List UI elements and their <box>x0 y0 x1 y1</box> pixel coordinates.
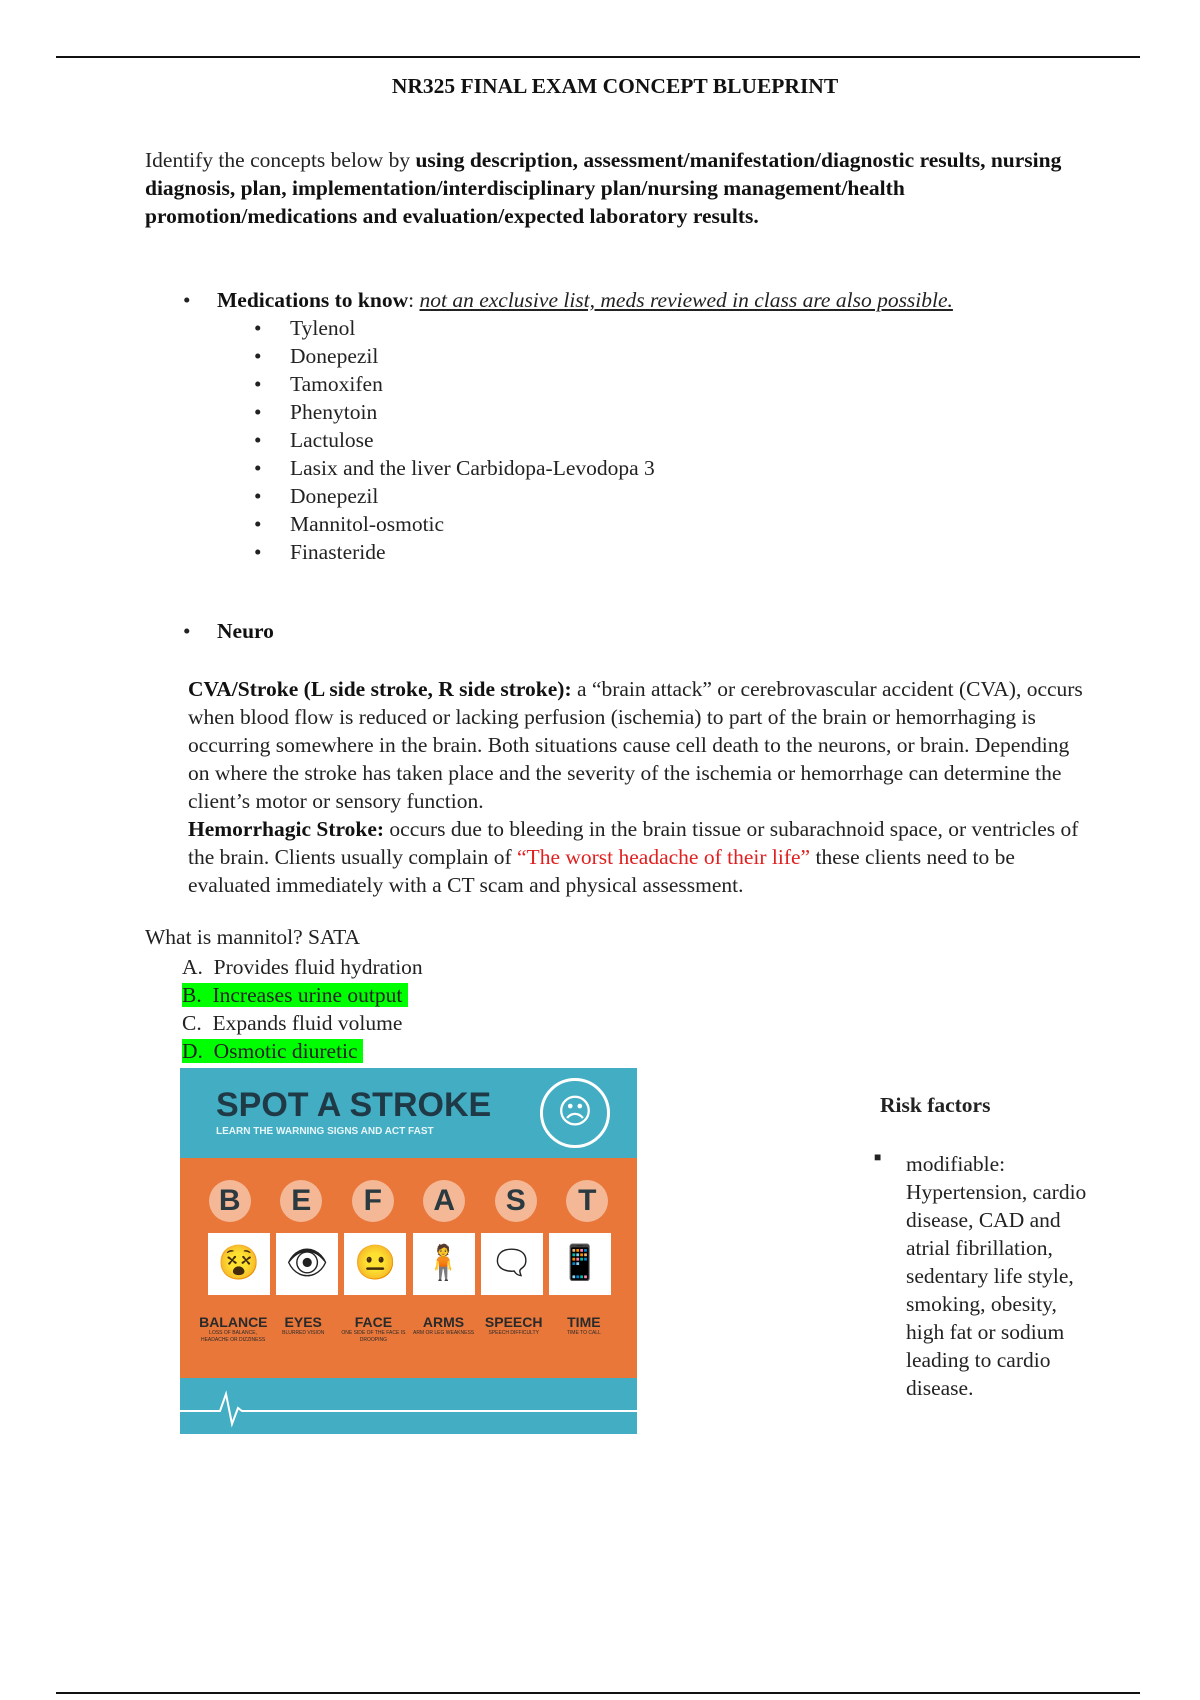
befast-letter: T <box>566 1180 608 1222</box>
bullet-icon: • <box>183 288 191 312</box>
neuro-paragraph <box>188 675 1088 899</box>
bullet-icon: • <box>254 456 262 480</box>
label-detail: TIME TO CALL <box>566 1330 601 1336</box>
hemorrhagic-quote: “The worst headache of their life” <box>517 845 811 869</box>
option-text: Provides fluid hydration <box>213 955 423 979</box>
spot-a-stroke-infographic <box>180 1068 637 1434</box>
intro <box>145 146 1095 230</box>
label-detail: LOSS OF BALANCE, HEADACHE OR DIZZINESS <box>200 1330 266 1343</box>
label-word: TIME <box>567 1314 601 1330</box>
bullet-icon: • <box>254 344 262 368</box>
question-options <box>182 953 428 1065</box>
speech-icon: 🗨 <box>481 1233 543 1295</box>
label-word: EYES <box>284 1314 322 1330</box>
heartbeat-line-icon <box>180 1378 637 1434</box>
square-bullet-icon: ■ <box>874 1150 882 1164</box>
hemorrhagic-tail: these clients need to be evaluated immediately with a CT scam and physical assessment. <box>188 845 1015 897</box>
label-word: SPEECH <box>484 1314 543 1330</box>
option-letter: A. <box>182 955 203 979</box>
befast-label <box>550 1314 618 1344</box>
label-word: FACE <box>354 1314 393 1330</box>
befast-label <box>269 1314 337 1344</box>
befast-icons <box>208 1233 611 1295</box>
bullet-icon: • <box>254 372 262 396</box>
option-text: Increases urine output <box>212 983 403 1007</box>
medication-name: Phenytoin <box>290 400 378 424</box>
option-text: Osmotic diuretic <box>213 1039 358 1063</box>
label-detail: BLURRED VISION <box>282 1330 325 1336</box>
hemorrhagic-text: occurs due to bleeding in the brain tissue or subarachnoid space, or ventricles of the brain. Clients usually complain of <box>188 817 1079 869</box>
befast-label <box>480 1314 548 1344</box>
intro-bold: using description, assessment/manifestation/diagnostic results, nursing diagnosis, plan, implementation/interdisciplinary plan/nursing management/health promotion/medications and evaluation/expected laboratory results. <box>145 148 1062 228</box>
option-letter: B. <box>182 983 202 1007</box>
bullet-icon: • <box>254 484 262 508</box>
medication-name: Tamoxifen <box>290 372 383 396</box>
medication-item <box>254 426 953 454</box>
drooping-face-icon: 😐 <box>344 1233 406 1295</box>
bullet-icon: • <box>254 316 262 340</box>
label-detail: ARM OR LEG WEAKNESS <box>412 1330 475 1336</box>
answer-option <box>182 1037 428 1065</box>
label-word: ARMS <box>422 1314 465 1330</box>
bullet-icon: • <box>254 512 262 536</box>
infographic-header <box>180 1068 637 1158</box>
medication-name: Lasix and the liver Carbidopa-Levodopa 3 <box>290 456 655 480</box>
hemorrhagic-heading: Hemorrhagic Stroke: <box>188 817 385 841</box>
medication-name: Lactulose <box>290 428 374 452</box>
dizzy-face-icon: 😵 <box>208 1233 270 1295</box>
answer-option <box>182 1009 428 1037</box>
befast-labels <box>198 1314 619 1344</box>
bullet-icon: • <box>254 400 262 424</box>
medications-section <box>183 286 953 566</box>
medications-label: Medications to know <box>217 288 409 312</box>
befast-label <box>339 1314 407 1344</box>
bullet-icon: • <box>254 428 262 452</box>
label-word: BALANCE <box>199 1314 268 1330</box>
label-detail: ONE SIDE OF THE FACE IS DROOPING <box>341 1330 406 1343</box>
medications-list <box>254 314 953 566</box>
label-detail: SPEECH DIFFICULTY <box>488 1330 539 1336</box>
answer-option <box>182 981 428 1009</box>
befast-label <box>410 1314 478 1344</box>
medication-item <box>254 538 953 566</box>
befast-label <box>199 1314 267 1344</box>
top-rule <box>56 56 1140 58</box>
question-text: What is mannitol? SATA <box>145 925 361 949</box>
option-text: Expands fluid volume <box>212 1011 403 1035</box>
infographic-title: SPOT A STROKE <box>216 1086 492 1124</box>
cva-text: a “brain attack” or cerebrovascular accident (CVA), occurs when blood flow is reduced or lacking perfusion (ischemia) to part of the brain or hemorrhaging is occurring somewhere in the brain. Both situations cause cell death to the neurons, or brain. Depending on where the stroke has taken place and the severity of the ischemia or hemorrhage can determine the client’s motor or sensory function. <box>188 677 1083 813</box>
arm-weakness-icon: 🧍 <box>413 1233 475 1295</box>
neuro-label: Neuro <box>217 619 274 643</box>
phone-clock-icon: 📱 <box>549 1233 611 1295</box>
option-letter: C. <box>182 1011 202 1035</box>
befast-letter: F <box>352 1180 394 1222</box>
befast-letter: E <box>280 1180 322 1222</box>
medication-item <box>254 510 953 538</box>
risk-factors-title: Risk factors <box>880 1093 991 1117</box>
befast-letter: S <box>495 1180 537 1222</box>
neuro-heading <box>183 619 274 644</box>
medication-name: Finasteride <box>290 540 386 564</box>
bottom-rule <box>56 1692 1140 1694</box>
option-letter: D. <box>182 1039 203 1063</box>
befast-letter: A <box>423 1180 465 1222</box>
medication-item <box>254 398 953 426</box>
intro-plain: Identify the concepts below by <box>145 148 416 172</box>
medications-note: not an exclusive list, meds reviewed in class are also possible. <box>419 288 953 312</box>
medication-name: Donepezil <box>290 484 379 508</box>
medication-item <box>254 314 953 342</box>
infographic-footer <box>180 1378 637 1434</box>
medication-item <box>254 342 953 370</box>
sep: : <box>408 288 420 312</box>
medication-item <box>254 454 953 482</box>
medication-name: Donepezil <box>290 344 379 368</box>
medication-name: Tylenol <box>290 316 356 340</box>
bullet-icon: • <box>183 619 191 643</box>
medication-item <box>254 370 953 398</box>
crossed-eye-icon: 👁 <box>276 1233 338 1295</box>
bullet-icon: • <box>254 540 262 564</box>
risk-factors-item: modifiable: Hypertension, cardio disease, CAD and atrial fibrillation, sedentary life style, smoking, obesity, high fat or sodium leading to cardio disease. <box>906 1152 1087 1400</box>
befast-letters <box>180 1180 637 1222</box>
head-lightning-icon: ☹ <box>540 1078 610 1148</box>
page-title: NR325 FINAL EXAM CONCEPT BLUEPRINT <box>391 74 839 98</box>
medication-item <box>254 482 953 510</box>
befast-letter: B <box>209 1180 251 1222</box>
infographic-subtitle: LEARN THE WARNING SIGNS AND ACT FAST <box>216 1126 434 1137</box>
medication-name: Mannitol-osmotic <box>290 512 445 536</box>
cva-heading: CVA/Stroke (L side stroke, R side stroke): <box>188 677 572 701</box>
answer-option <box>182 953 428 981</box>
